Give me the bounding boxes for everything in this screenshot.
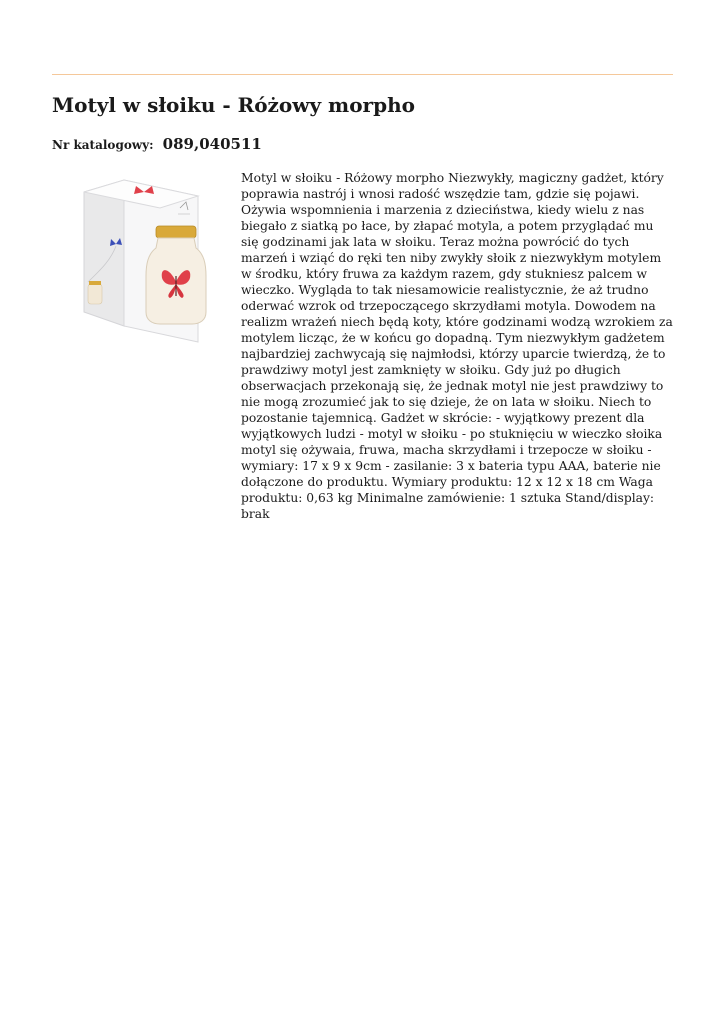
product-title: Motyl w słoiku - Różowy morpho <box>52 93 415 117</box>
product-description: Motyl w słoiku - Różowy morpho Niezwykły, magiczny gadżet, który poprawia nastrój i wnosi radość wszędzie tam, gdzie się pojawi. Ożywia wspomnienia i marzenia z dzieciństwa, kiedy wielu z nas biegało z siatką po łace, by złapać motyla, a potem przyglądać mu się godzinami jak lata w słoiku. Teraz można powrócić do tych marzeń i wziąć do ręki ten niby zwykły słoik z niezwykłym motylem w środku, który fruwa za każdym razem, gdy stukniesz palcem w wieczko. Wygląda to tak niesamowicie realistycznie, że aż trudno oderwać wzrok od trzepoczącego skrzydłami motyla. Dowodem na realizm wrażeń niech będą koty, które godzinami wodzą wzrokiem za motylem licząc, że w końcu go dopadną. Tym niezwykłym gadżetem najbardziej zachwycają się najmłodsi, którzy uparcie twierdzą, że to prawdziwy motyl jest zamknięty w słoiku. Gdy już po długich obserwacjach przekonają się, że jednak motyl nie jest prawdziwy to nie mogą zrozumieć jak to się dzieje, że on lata w słoiku. Niech to pozostanie tajemnicą. Gadżet w skrócie: - wyjątkowy prezent dla wyjątkowych ludzi - motyl w słoiku - po stuknięciu w wieczko słoika motyl się ożywaia, fruwa, macha skrzydłami i trzepocze w słoiku - wymiary: 17 x 9 x 9cm - zasilanie: 3 x bateria typu AAA, baterie nie dołączone do produktu. Wymiary produktu: 12 x 12 x 18 cm Waga produktu: 0,63 kg Minimalne zamówienie: 1 sztuka Stand/display: brak <box>241 171 673 521</box>
product-image <box>80 172 226 348</box>
catalog-number: 089,040511 <box>162 135 262 153</box>
header-divider <box>52 74 673 75</box>
product-photo <box>80 172 226 348</box>
catalog-label: Nr katalogowy: <box>52 138 154 152</box>
catalog-number-row <box>52 134 262 153</box>
